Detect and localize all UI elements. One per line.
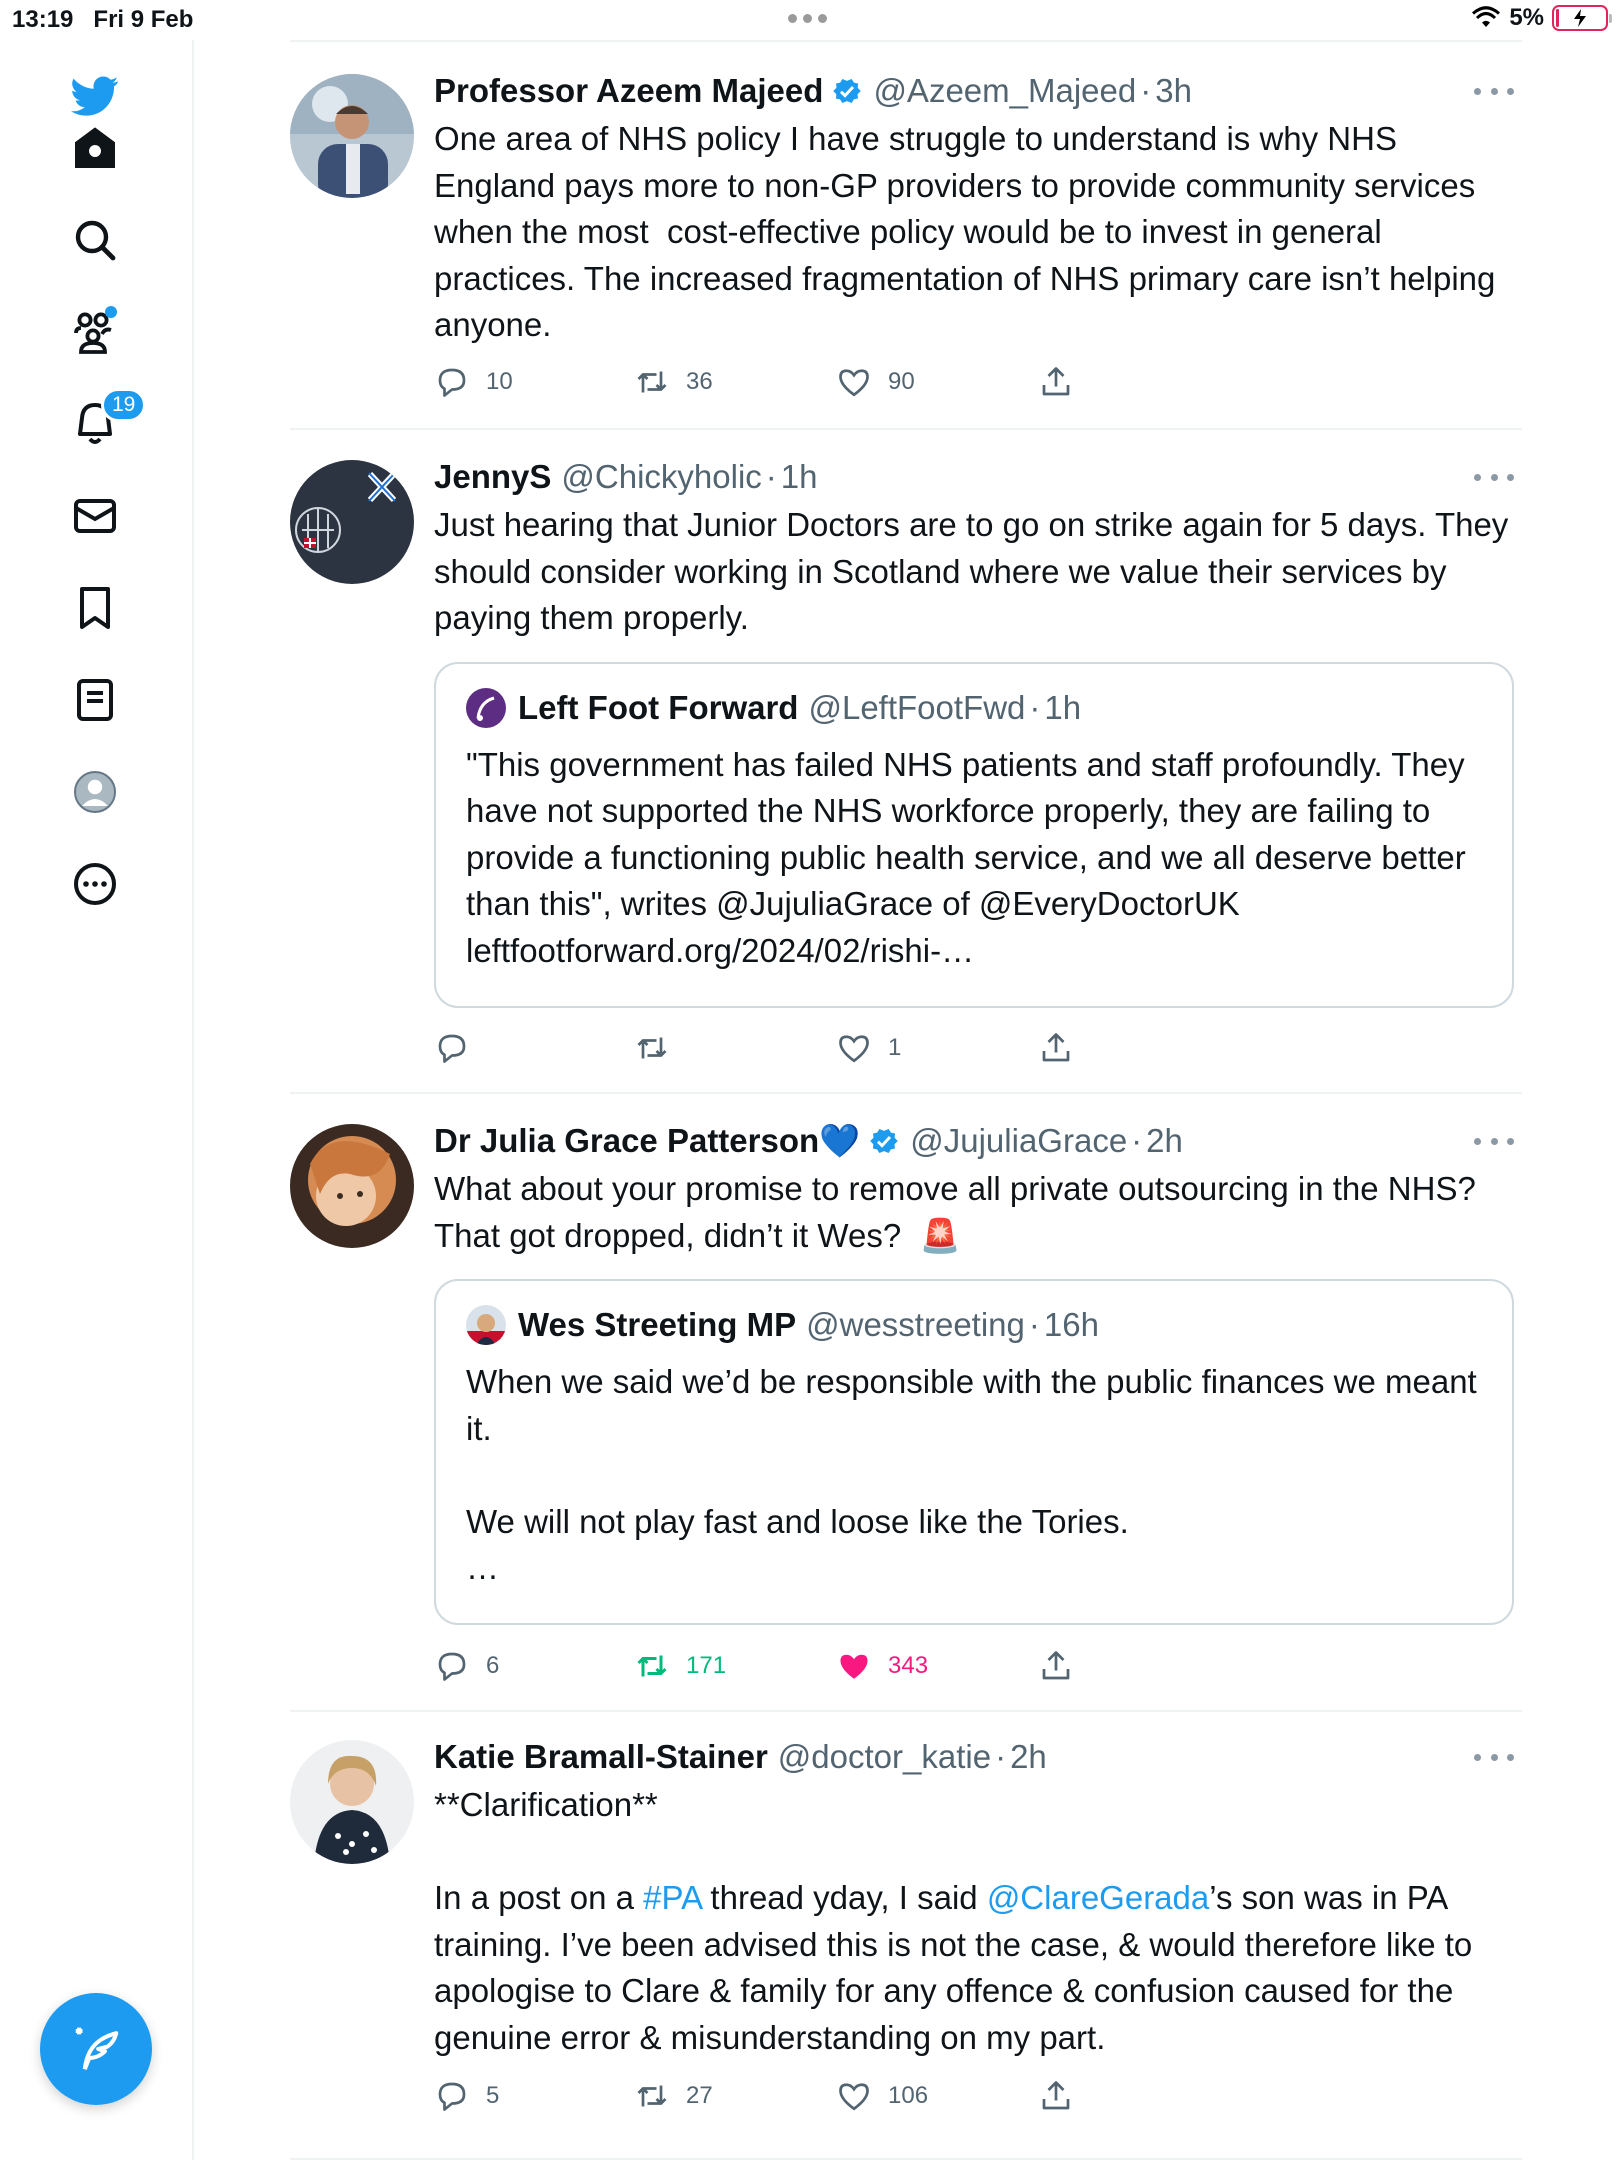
home-icon (71, 124, 119, 172)
avatar[interactable] (290, 460, 414, 584)
nav-messages[interactable] (65, 486, 125, 546)
nav-more[interactable] (65, 854, 125, 914)
quoted-avatar[interactable] (466, 1305, 506, 1345)
tweet[interactable] (290, 1710, 1522, 2160)
retweet-button[interactable] (634, 2074, 713, 2118)
tweet-text: **Clarification** In a post on a #PA thread yday, I said @ClareGerada’s son was in PA training. I’ve been advised this is not the case, & would therefore like to apologise to Clare & family for any offence & confusion caused for the genuine error & misunderstanding on my part. (434, 1786, 1482, 2056)
share-icon (1038, 364, 1074, 400)
quoted-tweet-text: "This government has failed NHS patients and staff profoundly. They have not supported the NHS workforce properly, they are failing to provide a functioning public health service, and we all deserve better than this", writes @JujuliaGrace of @EveryDoctorUK leftfootforward.org/2024/02/rishi-… (466, 745, 1475, 969)
tweet-time[interactable]: 3h (1155, 72, 1192, 109)
multitasking-dots-icon[interactable] (788, 14, 827, 23)
retweet-count: 36 (686, 368, 713, 395)
retweet-icon (634, 2078, 670, 2114)
quoted-author-name[interactable]: Left Foot Forward (518, 688, 799, 726)
tweet-header: Professor Azeem Majeed @Azeem_Majeed · 3h (434, 72, 1192, 109)
retweet-icon (634, 364, 670, 400)
compose-feather-icon (69, 2022, 123, 2076)
status-time: 13:19 Fri 9 Feb (12, 6, 194, 33)
retweet-button[interactable] (634, 360, 713, 404)
quoted-author-handle[interactable]: @wesstreeting (806, 1306, 1025, 1343)
tweet-actions (434, 360, 1374, 404)
quoted-author-handle[interactable]: @LeftFootFwd (808, 688, 1026, 726)
like-button[interactable] (836, 2074, 928, 2118)
reply-button[interactable] (434, 1026, 486, 1070)
avatar[interactable] (290, 1740, 414, 1864)
tweet-text: What about your promise to remove all private outsourcing in the NHS? That got dropped, didn’t it Wes? 🚨 (434, 1170, 1485, 1254)
tweet[interactable] (290, 1092, 1522, 1710)
share-icon (1038, 2078, 1074, 2114)
blue-heart-emoji: 💙 (819, 1121, 861, 1159)
sidebar (0, 40, 194, 2160)
nav-search[interactable] (65, 210, 125, 270)
share-button[interactable] (1038, 1026, 1074, 1070)
tweet-actions (434, 2074, 1374, 2118)
author-name[interactable]: JennyS (434, 458, 552, 495)
avatar[interactable] (290, 74, 414, 198)
heart-icon (836, 2078, 872, 2114)
bookmark-icon (71, 584, 119, 632)
quoted-author-name[interactable]: Wes Streeting MP (518, 1306, 797, 1343)
retweet-count: 171 (686, 1652, 727, 1679)
retweet-icon (634, 1648, 670, 1684)
wifi-icon (1471, 6, 1501, 30)
hashtag-link[interactable]: #PA (643, 1879, 702, 1916)
reply-icon (434, 364, 470, 400)
more-options-icon[interactable] (1474, 1742, 1514, 1772)
quoted-tweet[interactable] (434, 1279, 1514, 1625)
share-icon (1038, 1648, 1074, 1684)
author-handle[interactable]: @JujuliaGrace (910, 1122, 1128, 1159)
verified-badge-icon (868, 1125, 900, 1157)
like-count: 1 (888, 1034, 902, 1061)
reply-icon (434, 1030, 470, 1066)
verified-badge-icon (831, 75, 863, 107)
author-name[interactable]: Katie Bramall-Stainer (434, 1738, 768, 1775)
tweet-text: One area of NHS policy I have struggle to understand is why NHS England pays more to non-GP providers to provide community services when the most cost-effective policy would be to invest in general practices. The increased fragmentation of NHS primary care isn’t helping anyone. (434, 120, 1505, 343)
nav-communities[interactable] (65, 302, 125, 362)
quoted-tweet-time: 16h (1043, 1306, 1099, 1343)
avatar[interactable] (290, 1124, 414, 1248)
reply-icon (434, 1648, 470, 1684)
tweet-text: Just hearing that Junior Doctors are to go on strike again for 5 days. They should consider working in Scotland where we value their services by paying them properly. (434, 506, 1518, 636)
tweet-time[interactable]: 2h (1010, 1738, 1047, 1775)
reply-count: 5 (486, 2082, 500, 2109)
profile-icon (71, 768, 119, 816)
battery-percent: 5% (1509, 4, 1544, 31)
quoted-tweet[interactable] (434, 662, 1514, 1008)
like-count: 90 (888, 368, 915, 395)
share-button[interactable] (1038, 2074, 1074, 2118)
author-handle[interactable]: @Chickyholic (561, 458, 762, 495)
reply-count: 6 (486, 1652, 500, 1679)
author-name[interactable]: Professor Azeem Majeed (434, 72, 824, 109)
tweet-header: Dr Julia Grace Patterson 💙 @JujuliaGrace · 2h (434, 1121, 1183, 1159)
tweet-actions (434, 1644, 1374, 1688)
tweet-header: Katie Bramall-Stainer @doctor_katie · 2h (434, 1738, 1047, 1775)
tweet-time[interactable]: 1h (780, 458, 818, 495)
more-circle-icon (71, 860, 119, 908)
more-options-icon[interactable] (1474, 462, 1514, 492)
twitter-logo-icon[interactable] (65, 66, 125, 126)
share-button[interactable] (1038, 360, 1074, 404)
more-options-icon[interactable] (1474, 76, 1514, 106)
like-button[interactable] (836, 360, 915, 404)
mention-link[interactable]: @ClareGerada (986, 1879, 1210, 1916)
retweet-count: 27 (686, 2082, 713, 2109)
like-count: 343 (888, 1652, 929, 1679)
retweet-icon (634, 1030, 670, 1066)
tweet-time[interactable]: 2h (1146, 1122, 1183, 1159)
reply-count: 10 (486, 368, 513, 395)
mail-icon (71, 492, 119, 540)
new-activity-dot (105, 306, 117, 318)
heart-icon (836, 1030, 872, 1066)
like-button[interactable] (836, 1026, 901, 1070)
author-handle[interactable]: @Azeem_Majeed (873, 72, 1137, 109)
compose-tweet-button[interactable] (40, 1993, 152, 2105)
quoted-tweet-header: Left Foot Forward @LeftFootFwd · 1h (466, 686, 1482, 730)
heart-icon (836, 364, 872, 400)
tweet-actions (434, 1026, 1374, 1070)
nav-bookmarks[interactable] (65, 578, 125, 638)
nav-profile[interactable] (65, 762, 125, 822)
list-icon (71, 676, 119, 724)
nav-lists[interactable] (65, 670, 125, 730)
retweet-button[interactable] (634, 1026, 686, 1070)
tweet[interactable] (290, 40, 1522, 428)
quoted-tweet-header: Wes Streeting MP @wesstreeting · 16h (466, 1303, 1482, 1347)
reply-button[interactable] (434, 360, 513, 404)
tweet[interactable] (290, 428, 1522, 1092)
like-button[interactable] (836, 1644, 928, 1688)
quoted-tweet-text: When we said we’d be responsible with the public finances we meant it. We will not play fast and loose like the Tories. … (466, 1363, 1477, 1586)
reply-button[interactable] (434, 1644, 499, 1688)
author-handle[interactable]: @doctor_katie (777, 1738, 992, 1775)
search-icon (71, 216, 119, 264)
status-bar (0, 0, 1620, 40)
share-icon (1038, 1030, 1074, 1066)
retweet-button[interactable] (634, 1644, 726, 1688)
reply-icon (434, 2078, 470, 2114)
tweet-header: JennyS @Chickyholic · 1h (434, 458, 818, 495)
like-count: 106 (888, 2082, 929, 2109)
nav-notifications[interactable] (65, 393, 136, 454)
battery-icon (1552, 5, 1608, 31)
quoted-tweet-time: 1h (1044, 688, 1082, 726)
author-name[interactable]: Dr Julia Grace Patterson (434, 1122, 820, 1159)
share-button[interactable] (1038, 1644, 1074, 1688)
more-options-icon[interactable] (1474, 1126, 1514, 1156)
reply-button[interactable] (434, 2074, 499, 2118)
nav-home[interactable] (65, 118, 125, 178)
status-right (1471, 4, 1608, 32)
notification-count-badge: 19 (101, 388, 146, 422)
quoted-avatar[interactable] (466, 688, 506, 728)
heart-filled-icon (836, 1648, 872, 1684)
